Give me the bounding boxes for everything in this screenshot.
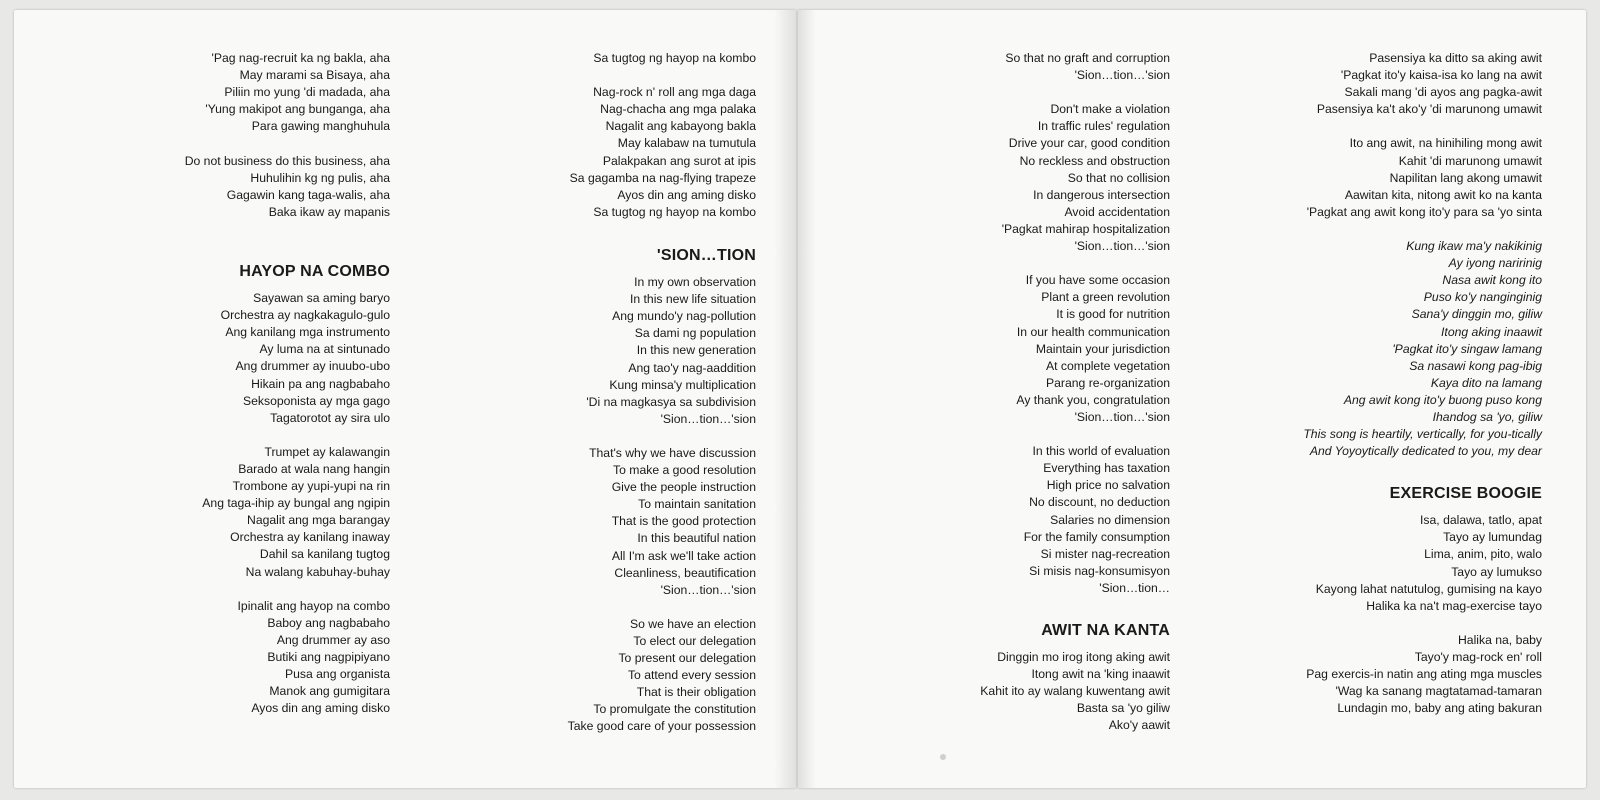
lyric-line: So that no graft and corruption — [1005, 51, 1170, 65]
lyric-line: 'Sion…tion…'sion — [660, 582, 756, 597]
lyric-line: Maintain your jurisdiction — [1035, 341, 1170, 356]
lyric-line: Kaya dito na lamang — [1430, 375, 1542, 390]
lyric-line: Lima, anim, pito, walo — [1424, 547, 1542, 562]
stanza-italic — [1198, 238, 1542, 460]
lyric-line: So we have an election — [629, 616, 756, 631]
lyric-line: Dahil sa kanilang tugtog — [259, 547, 390, 562]
lyric-line: Itong aking inaawit — [1441, 324, 1542, 339]
lyric-line: Kahit 'di marunong umawit — [1398, 153, 1542, 168]
lyric-line: Aawitan kita, nitong awit ko na kanta — [1344, 187, 1542, 202]
lyric-line: All I'm ask we'll take action — [611, 548, 756, 563]
lyric-line: May kalabaw na tumutula — [617, 136, 756, 151]
lyric-line: To present our delegation — [618, 651, 756, 666]
stanza — [1198, 50, 1542, 118]
stanza — [14, 290, 390, 427]
lyric-line: 'Sion…tion…'sion — [1074, 409, 1170, 424]
lyric-line: Sa tugtog ng hayop na kombo — [593, 204, 756, 219]
lyric-line: Ang taga-ihip ay bungal ang ngipin — [202, 496, 390, 511]
lyric-line: To make a good resolution — [613, 463, 756, 478]
right-page — [798, 10, 1586, 788]
lyric-line: Ang tao'y nag-aaddition — [628, 360, 756, 375]
lyric-line: Nasa awit kong ito — [1442, 273, 1542, 288]
stanza — [14, 153, 390, 221]
lyric-line: Huhulihin kg ng pulis, aha — [250, 170, 390, 185]
lyric-line: To elect our delegation — [633, 634, 756, 648]
lyric-line: Nagalit ang mga barangay — [247, 513, 390, 528]
stanza — [1198, 512, 1542, 615]
lyric-line: Sakali mang 'di ayos ang pagka-awit — [1344, 85, 1542, 100]
lyric-line: 'Wag ka sanang magtatamad-tamaran — [1335, 684, 1542, 699]
lyric-line: Ito ang awit, na hinihiling mong awit — [1349, 136, 1542, 151]
stanza — [414, 50, 756, 67]
lyric-line: 'Pagkat mahirap hospitalization — [1001, 221, 1170, 236]
lyric-line: Avoid accidentation — [1064, 204, 1170, 219]
lyric-line: Sa nasawi kong pag-ibig — [1409, 358, 1542, 373]
lyric-line: Pag exercis-in natin ang ating mga muscles — [1306, 667, 1542, 682]
lyric-line: In traffic rules' regulation — [1037, 119, 1170, 134]
lyric-line: 'Sion…tion…'sion — [1074, 68, 1170, 83]
lyric-line: Kung minsa'y multiplication — [609, 377, 756, 392]
lyric-line: Butiki ang nagpipiyano — [267, 650, 390, 664]
column-3 — [798, 50, 1170, 734]
lyric-line: Don't make a violation — [1050, 102, 1170, 117]
lyric-line: Puso ko'y nanginginig — [1423, 290, 1542, 305]
lyric-line: No reckless and obstruction — [1019, 153, 1170, 168]
lyric-line: Pasensiya ka't ako'y 'di marunong umawit — [1316, 102, 1542, 117]
lyric-line: In this new life situation — [629, 292, 756, 307]
lyric-line: High price no salvation — [1046, 478, 1170, 493]
lyric-line: Tagatorotot ay sira ulo — [270, 410, 390, 425]
lyric-line: That's why we have discussion — [589, 445, 756, 460]
song-title-sion-tion: 'SION…TION — [656, 247, 756, 265]
lyric-line: Nag-chacha ang mga palaka — [600, 102, 756, 117]
song-title-hayop-na-combo: HAYOP NA COMBO — [239, 263, 390, 281]
lyric-line: If you have some occasion — [1025, 273, 1170, 288]
lyric-line: Tayo ay lumukso — [1451, 564, 1542, 579]
lyric-line: Orchestra ay kanilang inaway — [230, 530, 390, 545]
lyric-line: 'Sion…tion…'sion — [660, 411, 756, 426]
stanza — [798, 443, 1170, 597]
lyric-line: That is the good protection — [611, 514, 756, 529]
lyric-line: Si mister nag-recreation — [1040, 546, 1170, 561]
lyric-line: Tayo ay lumundag — [1443, 530, 1542, 545]
lyric-line: Sa dami ng population — [634, 326, 756, 341]
lyric-line: Halika na, baby — [1457, 632, 1542, 647]
lyric-line: Trumpet ay kalawangin — [264, 444, 390, 459]
lyric-line: Ako'y aawit — [1108, 718, 1170, 733]
lyric-line: Sa tugtog ng hayop na kombo — [593, 51, 756, 65]
lyric-line: 'Yung makipot ang bunganga, aha — [205, 102, 390, 117]
lyric-line: Barado at wala nang hangin — [238, 461, 390, 476]
stanza — [1198, 632, 1542, 717]
lyric-line: Manok ang gumigitara — [269, 684, 390, 699]
column-2 — [414, 50, 756, 736]
lyric-line: 'Pagkat ang awit kong ito'y para sa 'yo sinta — [1306, 204, 1542, 219]
lyric-line: In this beautiful nation — [637, 531, 756, 546]
lyric-line: Ang drummer ay aso — [276, 632, 390, 647]
lyric-line: Kahit ito ay walang kuwentang awit — [980, 684, 1170, 699]
lyric-line: Kung ikaw ma'y nakikinig — [1406, 239, 1542, 254]
stanza — [798, 272, 1170, 426]
lyric-line: Drive your car, good condition — [1008, 136, 1170, 151]
lyric-line: Seksoponista ay mga gago — [242, 393, 390, 408]
lyric-line: 'Sion…tion…'sion — [1074, 239, 1170, 254]
lyric-line: No discount, no deduction — [1029, 495, 1170, 510]
lyric-line: It is good for nutrition — [1056, 307, 1170, 322]
lyric-line: And Yoyoytically dedicated to you, my dear — [1309, 444, 1542, 459]
stanza — [414, 274, 756, 428]
lyric-line: Baka ikaw ay mapanis — [268, 204, 390, 219]
lyric-line: Para gawing manghuhula — [251, 119, 390, 134]
lyric-line: Palakpakan ang surot at ipis — [602, 153, 756, 168]
lyric-line: Ang mundo'y nag-pollution — [612, 309, 756, 324]
lyric-line: 'Pagkat ito'y singaw lamang — [1392, 341, 1542, 356]
song-title-exercise-boogie: EXERCISE BOOGIE — [1389, 485, 1542, 503]
lyric-line: For the family consumption — [1023, 529, 1170, 544]
stanza — [414, 616, 756, 736]
lyric-line: Ang awit kong ito'y buong puso kong — [1343, 392, 1542, 407]
paper-mark — [940, 754, 946, 760]
lyric-line: Sana'y dinggin mo, giliw — [1411, 307, 1542, 322]
lyric-line: Ay iyong naririnig — [1448, 256, 1542, 271]
lyric-line: Take good care of your possession — [567, 719, 756, 734]
lyric-line: In this world of evaluation — [1032, 444, 1170, 459]
lyric-line: Na walang kabuhay-buhay — [245, 564, 390, 579]
lyric-line: Sa gagamba na nag-flying trapeze — [569, 170, 756, 185]
lyric-line: Orchestra ay nagkakagulo-gulo — [220, 308, 390, 323]
lyric-line: Nagalit ang kabayong bakla — [605, 119, 756, 134]
lyric-line: Halika ka na't mag-exercise tayo — [1366, 598, 1542, 613]
lyric-line: Lundagin mo, baby ang ating bakuran — [1337, 701, 1542, 716]
stanza — [14, 598, 390, 718]
lyric-line: Kayong lahat natutulog, gumising na kayo — [1315, 581, 1542, 596]
lyric-line: In this new generation — [636, 343, 756, 358]
lyric-line: Ang drummer ay inuubo-ubo — [235, 359, 390, 374]
lyric-line: Give the people instruction — [611, 480, 756, 495]
lyric-line: Piliin mo yung 'di madada, aha — [224, 85, 390, 100]
lyric-line: Ang kanilang mga instrumento — [225, 325, 390, 340]
stanza — [414, 445, 756, 599]
lyric-line: Salaries no dimension — [1050, 512, 1170, 527]
lyric-line: So that no collision — [1067, 170, 1170, 185]
lyric-line: Plant a green revolution — [1041, 290, 1170, 305]
song-title-awit-na-kanta: AWIT NA KANTA — [1041, 622, 1170, 639]
lyric-line: Ay thank you, congratulation — [1016, 392, 1170, 407]
lyric-line: Parang re-organization — [1046, 375, 1170, 390]
lyric-line: Cleanliness, beautification — [614, 565, 756, 580]
lyric-line: Tayo'y mag-rock en' roll — [1414, 650, 1542, 664]
lyric-line: Hikain pa ang nagbabaho — [251, 376, 390, 391]
lyric-line: Do not business do this business, aha — [184, 153, 390, 168]
column-4 — [1198, 50, 1542, 717]
lyric-line: Napilitan lang akong umawit — [1389, 170, 1542, 185]
lyric-line: Ay luma na at sintunado — [259, 342, 390, 357]
lyric-line: Trombone ay yupi-yupi na rin — [232, 479, 390, 494]
column-1 — [14, 50, 390, 717]
lyric-line: To promulgate the constitution — [593, 702, 756, 717]
lyric-line: 'Pag nag-recruit ka ng bakla, aha — [211, 51, 390, 65]
lyric-line: May marami sa Bisaya, aha — [239, 68, 390, 83]
lyric-line: 'Sion…tion… — [1099, 580, 1170, 595]
lyric-line: Ayos din ang aming disko — [251, 701, 390, 716]
lyric-line: In dangerous intersection — [1033, 187, 1170, 202]
stanza — [14, 50, 390, 135]
lyric-line: Isa, dalawa, tatlo, apat — [1420, 513, 1542, 528]
lyric-line: Everything has taxation — [1043, 461, 1170, 476]
lyric-line: To maintain sanitation — [638, 497, 756, 512]
stanza — [1198, 135, 1542, 220]
lyric-line: Baboy ang nagbabaho — [267, 615, 390, 630]
lyric-line: In my own observation — [634, 275, 756, 290]
lyric-line: Ayos din ang aming disko — [617, 187, 756, 202]
lyric-line: Pusa ang organista — [284, 667, 390, 682]
lyric-line: 'Di na magkasya sa subdivision — [586, 394, 756, 409]
lyric-line: Dinggin mo irog itong aking awit — [997, 650, 1170, 664]
stanza — [798, 50, 1170, 84]
stanza — [798, 101, 1170, 255]
left-page — [14, 10, 796, 788]
lyric-line: To attend every session — [627, 668, 756, 683]
stanza — [414, 84, 756, 221]
lyric-line: Si misis nag-konsumisyon — [1029, 563, 1170, 578]
lyric-line: At complete vegetation — [1046, 358, 1170, 373]
lyric-line: In our health communication — [1016, 324, 1170, 339]
lyric-line: Ipinalit ang hayop na combo — [237, 598, 390, 613]
lyric-line: Gagawin kang taga-walis, aha — [226, 187, 390, 202]
lyric-line: Basta sa 'yo giliw — [1076, 701, 1170, 716]
lyric-line: Pasensiya ka ditto sa aking awit — [1369, 51, 1542, 65]
gutter-shadow — [774, 10, 796, 788]
lyric-line: Sayawan sa aming baryo — [253, 291, 390, 306]
lyric-line: 'Pagkat ito'y kaisa-isa ko lang na awit — [1340, 68, 1542, 83]
stanza — [14, 444, 390, 581]
lyric-line: That is their obligation — [636, 685, 756, 700]
stanza — [798, 649, 1170, 734]
lyric-line: This song is heartily, vertically, for you-tically — [1303, 427, 1542, 442]
lyric-line: Ihandog sa 'yo, giliw — [1432, 409, 1542, 424]
lyric-line: Nag-rock n' roll ang mga daga — [593, 85, 756, 100]
lyric-line: Itong awit na 'king inaawit — [1031, 667, 1170, 682]
